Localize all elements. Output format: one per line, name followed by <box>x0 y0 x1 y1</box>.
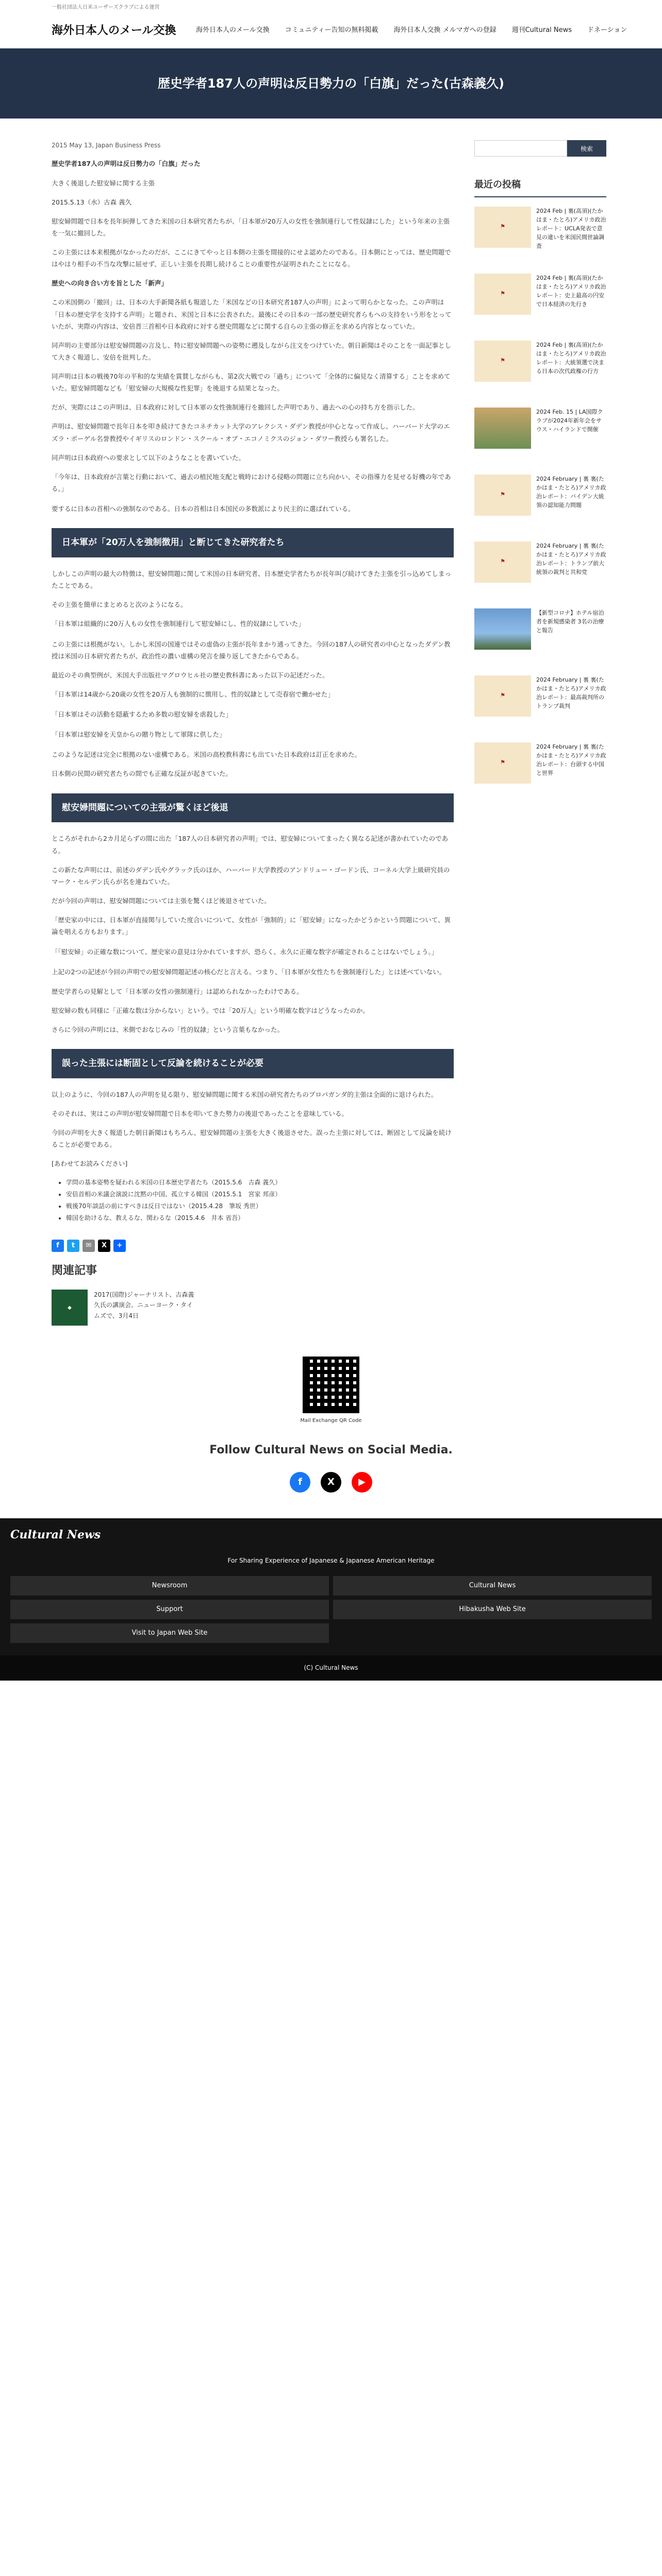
paragraph: 慰安婦の数も同様に「正確な数は分からない」という。では「20万人」という明確な数字はどうなったのか。 <box>52 1006 369 1014</box>
email-share-icon[interactable]: ✉ <box>82 1240 95 1252</box>
recent-post[interactable] <box>474 408 606 463</box>
x-icon[interactable]: X <box>321 1472 341 1493</box>
footer-logo[interactable]: Cultural News <box>10 1528 101 1542</box>
section-heading: 誤った主張には断固として反論を続けることが必要 <box>52 1049 454 1078</box>
related-heading: 関連記事 <box>52 1264 97 1277</box>
post-thumbnail[interactable]: ⚑ <box>474 207 531 248</box>
copyright: (C) Cultural News <box>0 1655 662 1680</box>
share-buttons <box>52 1240 454 1252</box>
paragraph: その主張を簡単にまとめると次のようになる。 <box>52 601 187 609</box>
paragraph: 歴史学者らの見解として「日本軍の女性の強制連行」は認められなかったわけである。 <box>52 987 303 995</box>
qr-code-icon[interactable] <box>303 1357 359 1413</box>
recent-post[interactable] <box>474 474 606 530</box>
paragraph: 声明は、慰安婦問題で長年日本を叩き続けてきたコネチカット大学のアレクシス・ダデン教授が中心となって作成し、ハーバード大学のエズラ・ボーゲル名誉教授やイギリスのロンドン・スクール・オブ・エコノミクスのジョン・ダワー教授らも署名した。 <box>52 422 450 443</box>
post-thumbnail[interactable]: ⚑ <box>474 341 531 382</box>
paragraph: さらに今回の声明には、米側でおなじみの「性的奴隷」という言葉もなかった。 <box>52 1025 284 1033</box>
recent-post-title[interactable]: 2024 February | 裏 裏(たかはま・たとろ)アメリカ政治レポート：最高裁判所のトランプ裁判 <box>536 676 606 709</box>
paragraph: 慰安婦問題で日本を長年糾弾してきた米国の日本研究者たちが、「日本軍が20万人の女性を強制連行して性奴隷にした」という年来の主張を一気に撤回した。 <box>52 217 450 237</box>
x-share-icon[interactable]: X <box>98 1240 110 1252</box>
article-meta: 2015 May 13, Japan Business Press <box>52 142 161 149</box>
recent-post[interactable] <box>474 341 606 396</box>
paragraph: この主張には本来根拠がなかったのだが、ここにきてやっと日本側の主張を間接的にせよ認めたのである。日本側にとっては、歴史問題ではやはり相手の不当な攻撃に屈せず、正しい主張を長期し続けることの重要性が証明されたことになる。 <box>52 248 451 268</box>
nav-item-newsletter[interactable]: 海外日本人交換 メルマガへの登録 <box>393 26 496 35</box>
paragraph: 同声明の主要部分は慰安婦問題の言及し、特に慰安婦問題への姿勢に遡及しながら注文をつけていた。朝日新聞はそのことを一面記事として大きく報道し、安倍を批判した。 <box>52 341 452 361</box>
paragraph: このような記述は完全に根拠のない虚構である。米国の高校教科書にも出ていた日本政府は訂正を求めた。 <box>52 751 361 759</box>
quote: 「日本軍は組織的に20万人もの女性を強制連行して慰安婦にし、性的奴隷にしていた」 <box>52 620 305 628</box>
related-thumbnail[interactable]: ◆ <box>52 1290 88 1326</box>
paragraph: 同声明は日本政府への要求として以下のようなことを書いていた。 <box>52 453 245 462</box>
paragraph: 同声明は日本の戦後70年の平和的な実績を賞賛しながらも、第2次大戦での「過ち」について「全体的に偏見なく清算する」ことを求めていた。慰安婦問題なども「慰安婦の大規模な性犯罪」を後退する結果となった。 <box>52 372 451 393</box>
paragraph: この米国側の「撤回」は、日本の大手新聞各紙も報道した「米国などの日本研究者187人の声明」によって明らかとなった。この声明は「日本の歴史学を支持する声明」と題され、米国と日本に公表された。最後にその日本の一部の歴史研究者らもへの支持をいう形をとっていたが、実際の内容は、安倍晋三首相や日本政府に対する歴史問題などに関する自らの主張の修正を求める内容となっていた。 <box>52 298 452 330</box>
article-byline: 2015.5.13（水）古森 義久 <box>52 198 132 206</box>
social-links <box>0 1472 662 1493</box>
section-heading: 慰安婦問題についての主張が驚くほど後退 <box>52 793 454 823</box>
sidebar <box>474 140 606 1326</box>
paragraph: この主張には根拠がない。しかし米国の国連ではその虚偽の主張が長年まかり通ってきた。今回の187人の研究者の中心となったダデン教授は米国の日本研究者たちが、政治性の濃い虚構の発言を繰り返してきたからである。 <box>52 640 451 660</box>
recent-post-title[interactable]: 2024 Feb | 裏(高須)(たかはま・たとろ)アメリカ政治レポート：UCLA発表で意見の違いを米国民間世論調査 <box>536 207 606 249</box>
footer-links <box>0 1576 662 1643</box>
youtube-icon[interactable]: ▶ <box>352 1472 372 1493</box>
paragraph: 最近のその典型例が、米国大手出版社マグロウヒル社の歴史教科書にあった以下の記述だった。 <box>52 671 329 679</box>
page-title: 歴史学者187人の声明は反日勢力の「白旗」だった(古森義久) <box>157 76 505 91</box>
post-thumbnail[interactable]: ⚑ <box>474 742 531 784</box>
post-thumbnail[interactable]: ⚑ <box>474 474 531 516</box>
quote: 「日本軍はその活動を隠蔽するため多数の慰安婦を虐殺した」 <box>52 710 233 719</box>
twitter-share-icon[interactable]: t <box>67 1240 79 1252</box>
topbar: 一般社団法人日米ユーザーズクラブによる運営 <box>0 0 662 13</box>
post-thumbnail[interactable]: ⚑ <box>474 675 531 717</box>
sidebar-search-button[interactable]: 検索 <box>567 140 606 157</box>
recent-post[interactable] <box>474 207 606 262</box>
qr-caption: Mail Exchange QR Code <box>300 1418 362 1424</box>
recent-post-title[interactable]: 【新型コロナ】ホテル宿泊者を新規感染者 3名の治療と報告 <box>536 609 604 634</box>
main-nav <box>196 25 627 36</box>
recent-post-title[interactable]: 2024 Feb | 裏(高須)(たかはま・たとろ)アメリカ政治レポート：史上最高の円安で日本経済の先行き <box>536 274 606 308</box>
section-heading: 日本軍が「20万人を強制徴用」と断じてきた研究者たち <box>52 528 454 557</box>
footer-link-support[interactable]: Support <box>10 1600 329 1619</box>
post-thumbnail[interactable] <box>474 608 531 650</box>
recent-post-title[interactable]: 2024 February | 裏 裏(たかはま・たとろ)アメリカ政治レポート：トランプ前大統領の裁判と共和党 <box>536 542 606 575</box>
recent-post[interactable] <box>474 541 606 597</box>
related-reading-link[interactable]: • 安倍首相の米議会演説に沈黙の中国、孤立する韓国（2015.5.1 宮家 邦彦） <box>66 1189 454 1200</box>
sidebar-search-input[interactable] <box>474 140 567 157</box>
footer-link-newsroom[interactable]: Newsroom <box>10 1576 329 1596</box>
recent-post[interactable] <box>474 742 606 798</box>
paragraph: 日本側の民間の研究者たちの間でも正確な反証が起きていた。 <box>52 770 233 778</box>
recent-post-title[interactable]: 2024 Feb. 15 | LA国際クラブが2024年新年会をサウス・ハイランドで開催 <box>536 408 603 433</box>
recent-post[interactable] <box>474 608 606 664</box>
footer-link-hibakusha[interactable]: Hibakusha Web Site <box>333 1600 652 1619</box>
article-subtitle: 大きく後退した慰安婦に関する主張 <box>52 179 155 187</box>
article-body <box>52 140 454 1326</box>
quote: 「「慰安婦」の正確な数について、歴史家の意見は分かれていますが、恐らく、永久に正確な数字が確定されることはないでしょう。」 <box>52 948 438 956</box>
recent-posts-heading: 最近の投稿 <box>474 177 606 197</box>
paragraph: 今回の声明を大きく報道した朝日新聞はもちろん、慰安婦問題の主張を大きく後退させた。誤った主張に対しては、断固として反論を続けることが必要である。 <box>52 1129 452 1149</box>
more-share-icon[interactable]: + <box>113 1240 126 1252</box>
recent-post-title[interactable]: 2024 February | 裏 裏(たかはま・たとろ)アメリカ政治レポート：バイデン大統領の認知能力問題 <box>536 475 606 509</box>
related-reading-link[interactable]: • 戦後70年談話の前にすべきは反日ではない（2015.4.28 筆坂 秀世） <box>66 1200 454 1212</box>
post-thumbnail[interactable] <box>474 408 531 449</box>
paragraph: この新たな声明には、前述のダデン氏やグラック氏のほか、ハーバード大学教授のアンドリュー・ゴードン氏、コーネル大学上級研究員のマーク・セルデン氏らが名を連ねていた。 <box>52 866 450 886</box>
paragraph: そのそれは、実はこの声明が慰安婦問題で日本を叩いてきた勢力の後退であったことを意味している。 <box>52 1109 348 1117</box>
paragraph: ところがそれから2カ月足らずの間に出た「187人の日本研究者の声明」では、慰安婦についてまったく異なる記述が書かれていたのである。 <box>52 835 449 855</box>
nav-item-mail-exchange[interactable]: 海外日本人のメール交換 <box>196 26 270 35</box>
quote: 「日本軍は14歳から20歳の女性を20万人も強制的に徴用し、性的奴隷として売春宿で働かせた」 <box>52 690 334 698</box>
nav-item-donation[interactable]: ドネーション <box>587 26 627 35</box>
post-thumbnail[interactable]: ⚑ <box>474 274 531 315</box>
nav-item-community[interactable]: コミュニティー告知の無料掲載 <box>285 26 378 35</box>
paragraph: 上記の2つの記述が今回の声明での慰安婦問題記述の核心だと言える。つまり、「日本軍が女性たちを強制連行した」とは述べていない。 <box>52 968 446 976</box>
related-reading-heading: [あわせてお読みください] <box>52 1160 128 1168</box>
recent-post[interactable] <box>474 675 606 731</box>
related-reading-link[interactable]: • 韓国を助けるな、教えるな、関わるな（2015.4.6 井本 省吾） <box>66 1212 454 1224</box>
article-lead: 歴史学者187人の声明は反日勢力の「白旗」だった <box>52 160 201 168</box>
footer-tagline: For Sharing Experience of Japanese & Japanese American Heritage <box>227 1556 435 1564</box>
related-reading-link[interactable]: • 学問の基本姿勢を疑われる米国の日本歴史学者たち（2015.5.6 古森 義久） <box>66 1177 454 1189</box>
paragraph: 要するに日本の首相への強制なのである。日本の首相は日本国民の多数派により民主的に選ばれている。 <box>52 505 355 513</box>
quote: 「歴史家の中には、日本軍が直接関与していた度合いについて、女性が「強制的」に「慰安婦」になったかどうかという問題について、異論を唱える方もおります。」 <box>52 916 451 936</box>
quote: 「日本軍は慰安婦を天皇からの贈り物として軍隊に供した」 <box>52 731 226 739</box>
paragraph: しかしこの声明の最大の特徴は、慰安婦問題に関して米国の日本研究者、日本歴史学者たちが長年叫び続けてきた主張を引っ込めてしまったことである。 <box>52 570 452 590</box>
facebook-icon[interactable]: f <box>290 1472 310 1493</box>
related-title[interactable]: 2017(国際)ジャーナリスト、古森義久氏の講演会。ニューヨーク・タイムズで、3月4日 <box>94 1291 194 1319</box>
related-reading-list <box>52 1177 454 1224</box>
hero-banner <box>0 48 662 118</box>
footer-link-visit-japan[interactable]: Visit to Japan Web Site <box>10 1623 329 1643</box>
paragraph: だが、実際にはこの声明は、日本政府に対して日本軍の女性強制連行を撤回した声明であり、過去への心の持ち方を指示した。 <box>52 403 419 412</box>
qr-section <box>0 1357 662 1425</box>
post-thumbnail[interactable]: ⚑ <box>474 541 531 583</box>
facebook-share-icon[interactable]: f <box>52 1240 64 1252</box>
recent-post[interactable] <box>474 274 606 329</box>
nav-item-cultural-news[interactable]: 週刊Cultural News <box>511 26 572 35</box>
sidebar-search <box>474 140 606 157</box>
site-footer <box>0 1518 662 1655</box>
quote: 「今年は、日本政府が言葉と行動において、過去の植民地支配と戦時における侵略の問題に立ち向かい、その指導力を見せる好機の年である。」 <box>52 472 451 493</box>
site-logo[interactable]: 海外日本人のメール交換 <box>52 24 176 37</box>
site-header <box>0 13 662 48</box>
related-item[interactable] <box>52 1290 454 1326</box>
recent-post-title[interactable]: 2024 Feb | 裏(高須)(たかはま・たとろ)アメリカ政治レポート：大統領選で決まる日本の次代政権の行方 <box>536 341 606 375</box>
follow-heading: Follow Cultural News on Social Media. <box>209 1444 453 1457</box>
recent-post-title[interactable]: 2024 February | 裏 裏(たかはま・たとろ)アメリカ政治レポート：台頭する中国と世界 <box>536 743 606 776</box>
paragraph: だが今回の声明は、慰安婦問題については主張を驚くほど後退させていた。 <box>52 896 271 905</box>
footer-link-cultural-news[interactable]: Cultural News <box>333 1576 652 1596</box>
subheading: 歴史への向き合い方を旨とした「新声」 <box>52 279 168 287</box>
paragraph: 以上のように、今回の187人の声明を見る限り、慰安婦問題に関する米国の研究者たちのプロパガンダ的主張は全面的に退けられた。 <box>52 1090 438 1098</box>
